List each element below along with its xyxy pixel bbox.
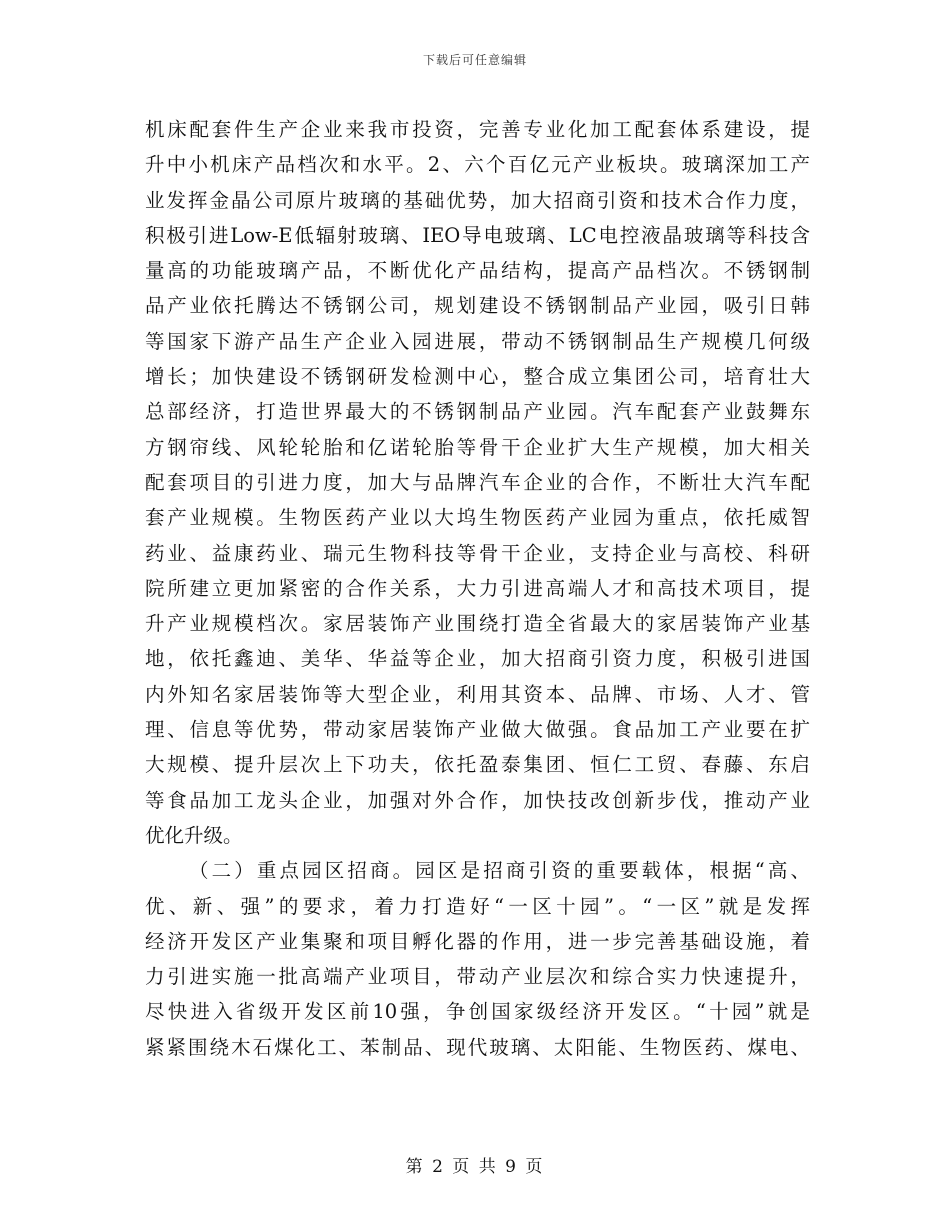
- text-line: 紧紧围绕木石煤化工、苯制品、现代玻璃、太阳能、生物医药、煤电、: [145, 1035, 810, 1059]
- text-line: 尽快进入省级开发区前10强，争创国家级经济开发区。“十园”就是: [145, 1000, 810, 1024]
- text-line: 经济开发区产业集聚和项目孵化器的作用，进一步完善基础设施，着: [145, 929, 810, 953]
- text-line: 药业、益康药业、瑞元生物科技等骨干企业，支持企业与高校、科研: [145, 541, 810, 565]
- text-line: 地，依托鑫迪、美华、华益等企业，加大招商引资力度，积极引进国: [145, 647, 810, 671]
- text-line: 品产业依托腾达不锈钢公司，规划建设不锈钢制品产业园，吸引日韩: [145, 294, 810, 318]
- text-line: 院所建立更加紧密的合作关系，大力引进高端人才和高技术项目，提: [145, 576, 810, 600]
- text-line: 配套项目的引进力度，加大与品牌汽车企业的合作，不断壮大汽车配: [145, 470, 810, 494]
- text-line: 理、信息等优势，带动家居装饰产业做大做强。食品加工产业要在扩: [145, 718, 810, 742]
- text-line: 总部经济，打造世界最大的不锈钢制品产业园。汽车配套产业鼓舞东: [145, 400, 810, 424]
- text-line: 增长；加快建设不锈钢研发检测中心，整合成立集团公司，培育壮大: [145, 365, 810, 389]
- document-body: [145, 112, 810, 1065]
- paragraph-1: [145, 112, 810, 853]
- text-line: 方钢帘线、风轮轮胎和亿诺轮胎等骨干企业扩大生产规模，加大相关: [145, 435, 810, 459]
- page-number-footer: 第 2 页 共 9 页: [405, 1157, 545, 1177]
- text-line: 积极引进Low-E低辐射玻璃、IEO导电玻璃、LC电控液晶玻璃等科技含: [145, 223, 810, 247]
- text-line: 等国家下游产品生产企业入园进展，带动不锈钢制品生产规模几何级: [145, 329, 810, 353]
- text-line: 等食品加工龙头企业，加强对外合作，加快技改创新步伐，推动产业: [145, 788, 810, 812]
- text-line: 优化升级。: [145, 823, 243, 847]
- text-line: 业发挥金晶公司原片玻璃的基础优势，加大招商引资和技术合作力度，: [145, 188, 810, 212]
- text-line: 量高的功能玻璃产品，不断优化产品结构，提高产品档次。不锈钢制: [145, 259, 810, 283]
- text-line: 力引进实施一批高端产业项目，带动产业层次和综合实力快速提升，: [145, 965, 810, 989]
- text-line: （二）重点园区招商。园区是招商引资的重要载体，根据“高、: [189, 859, 810, 883]
- text-line: 升中小机床产品档次和水平。2、六个百亿元产业板块。玻璃深加工产: [145, 153, 810, 177]
- text-line: 机床配套件生产企业来我市投资，完善专业化加工配套体系建设，提: [145, 118, 810, 141]
- paragraph-2: [145, 853, 810, 1065]
- text-line: 升产业规模档次。家居装饰产业围绕打造全省最大的家居装饰产业基: [145, 612, 810, 636]
- text-line: 内外知名家居装饰等大型企业，利用其资本、品牌、市场、人才、管: [145, 682, 810, 706]
- text-line: 套产业规模。生物医药产业以大坞生物医药产业园为重点，依托威智: [145, 506, 810, 530]
- header-note: 下载后可任意编辑: [422, 53, 527, 67]
- text-line: 优、新、强”的要求，着力打造好“一区十园”。“一区”就是发挥: [145, 894, 810, 918]
- text-line: 大规模、提升层次上下功夫，依托盈泰集团、恒仁工贸、春藤、东启: [145, 753, 810, 777]
